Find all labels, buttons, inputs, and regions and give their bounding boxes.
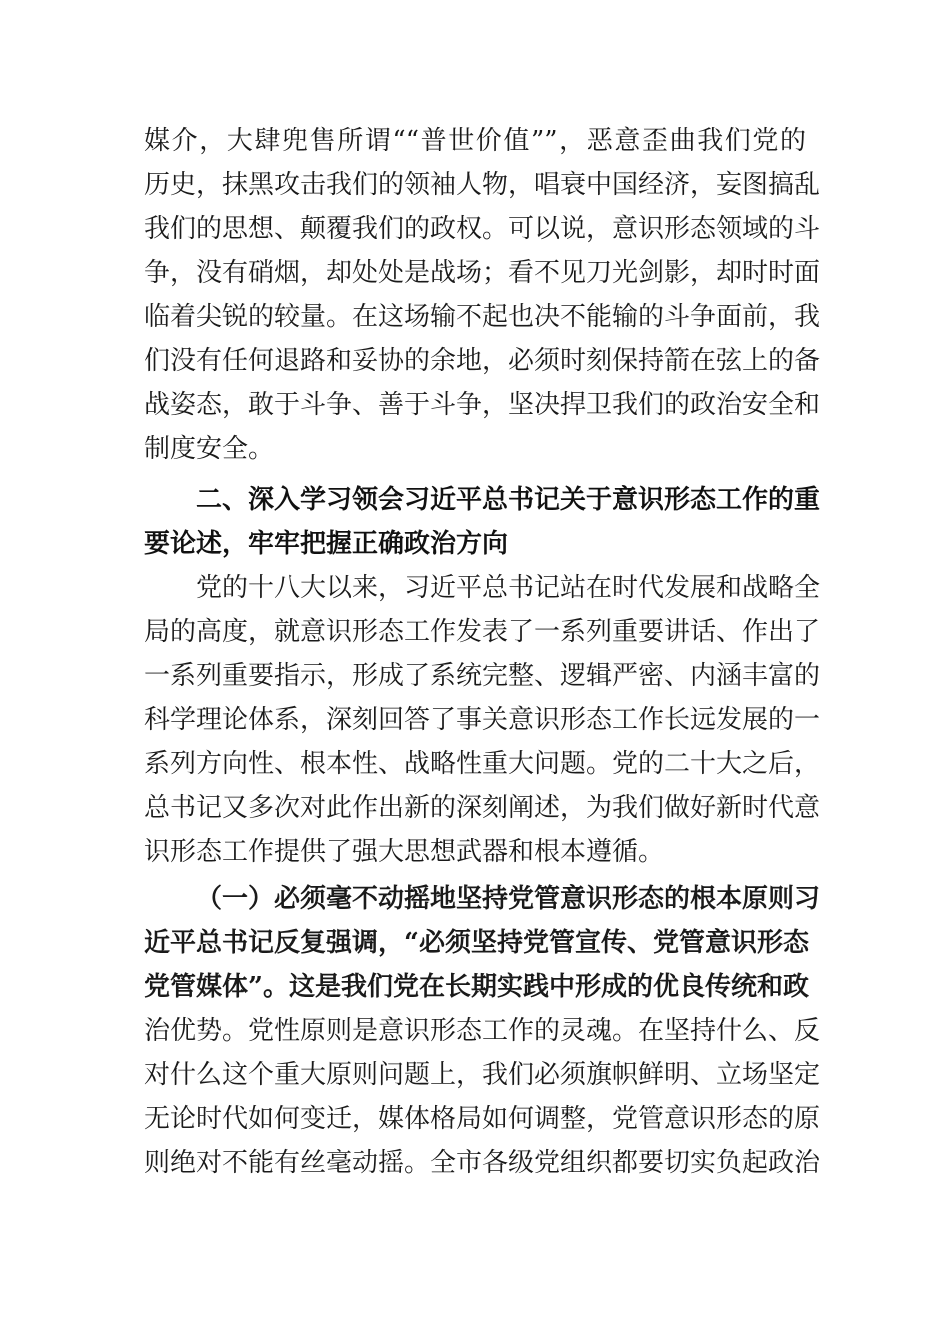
paragraph-line: 党管媒体”。这是我们党在长期实践中形成的优良传统和政	[144, 972, 809, 1002]
paragraph-line: 近平总书记反复强调，“必须坚持党管宣传、党管意识形态	[144, 928, 809, 958]
paragraph-line: 对什么这个重大原则问题上，我们必须旗帜鲜明、立场坚定	[144, 1060, 821, 1090]
paragraph-line: 系列方向性、根本性、战略性重大问题。党的二十大之后，	[144, 749, 821, 779]
paragraph-line: 临着尖锐的较量。在这场输不起也决不能输的斗争面前，我	[144, 302, 821, 332]
paragraph-line: 战姿态，敢于斗争、善于斗争，坚决捍卫我们的政治安全和	[144, 390, 821, 420]
section-heading-line: 二、深入学习领会习近平总书记关于意识形态工作的重	[196, 485, 821, 515]
paragraph-line: 则绝对不能有丝毫动摇。全市各级党组织都要切实负起政治	[144, 1148, 821, 1178]
paragraph-line: 我们的思想、颠覆我们的政权。可以说，意识形态领域的斗	[144, 214, 821, 244]
paragraph-line: 一系列重要指示，形成了系统完整、逻辑严密、内涵丰富的	[144, 661, 821, 691]
section-heading-line: 要论述，牢牢把握正确政治方向	[144, 529, 509, 559]
paragraph-line: 治优势。党性原则是意识形态工作的灵魂。在坚持什么、反	[144, 1016, 821, 1046]
paragraph-line: 无论时代如何变迁，媒体格局如何调整，党管意识形态的原	[144, 1104, 821, 1134]
paragraph-line: 党的十八大以来，习近平总书记站在时代发展和战略全	[196, 573, 821, 603]
paragraph-line: 制度安全。	[144, 434, 275, 464]
subsection-heading-line: （一）必须毫不动摇地坚持党管意识形态的根本原则习	[196, 884, 821, 914]
paragraph-line: 总书记又多次对此作出新的深刻阐述，为我们做好新时代意	[144, 793, 821, 823]
paragraph-line: 科学理论体系，深刻回答了事关意识形态工作长远发展的一	[144, 705, 821, 735]
paragraph-line: 历史，抹黑攻击我们的领袖人物，唱衰中国经济，妄图搞乱	[144, 170, 821, 200]
paragraph-line: 识形态工作提供了强大思想武器和根本遵循。	[144, 837, 665, 867]
paragraph-line: 争，没有硝烟，却处处是战场；看不见刀光剑影，却时时面	[144, 258, 821, 288]
paragraph-line: 们没有任何退路和妥协的余地，必须时刻保持箭在弦上的备	[144, 346, 821, 376]
paragraph-line: 局的高度，就意识形态工作发表了一系列重要讲话、作出了	[144, 617, 821, 647]
paragraph-line: 媒介，大肆兜售所谓““普世价值””，恶意歪曲我们党的	[144, 126, 806, 156]
